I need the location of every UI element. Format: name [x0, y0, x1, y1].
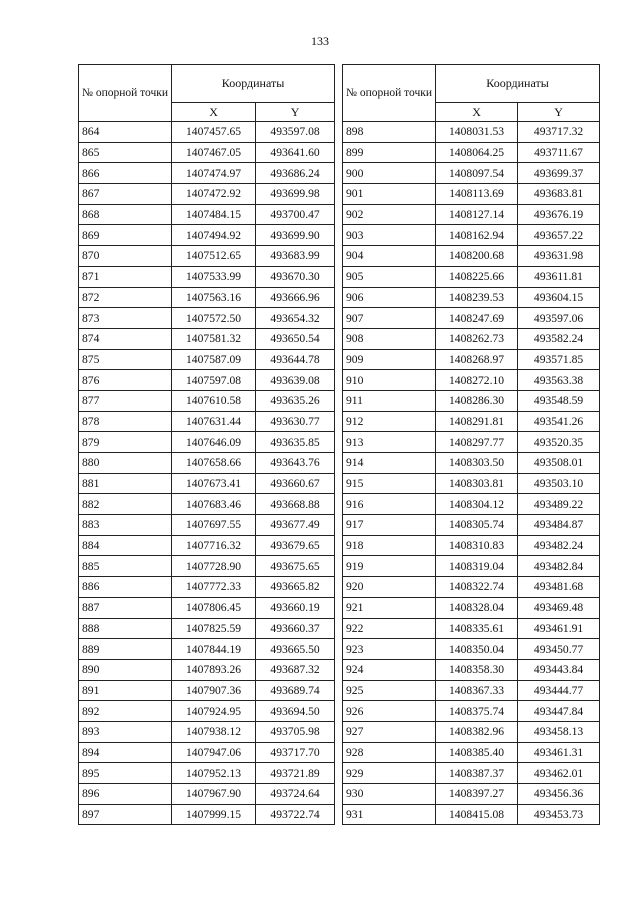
- table-row: [79, 163, 335, 184]
- coord-x-cell: 1408097.54: [436, 163, 518, 184]
- page-number: 133: [311, 34, 329, 48]
- table-row: [79, 142, 335, 163]
- header-y: Y: [518, 103, 600, 122]
- coord-x-cell: 1408286.30: [436, 390, 518, 411]
- table-row: [343, 308, 600, 329]
- coord-x-cell: 1408303.81: [436, 473, 518, 494]
- point-number-cell: 871: [79, 266, 172, 287]
- table-row: [79, 432, 335, 453]
- coord-y-cell: 493679.65: [256, 535, 335, 556]
- coord-y-cell: 493687.32: [256, 659, 335, 680]
- point-number-cell: 920: [343, 577, 436, 598]
- table-row: [79, 494, 335, 515]
- coord-x-cell: 1407597.08: [172, 370, 256, 391]
- table-row: [79, 597, 335, 618]
- coord-x-cell: 1407924.95: [172, 701, 256, 722]
- point-number-cell: 897: [79, 804, 172, 825]
- point-number-cell: 874: [79, 328, 172, 349]
- table-row: [79, 287, 335, 308]
- coord-x-cell: 1408291.81: [436, 411, 518, 432]
- point-number-cell: 882: [79, 494, 172, 515]
- coord-y-cell: 493722.74: [256, 804, 335, 825]
- point-number-cell: 881: [79, 473, 172, 494]
- point-number-cell: 911: [343, 390, 436, 411]
- table-row: [343, 411, 600, 432]
- point-number-cell: 866: [79, 163, 172, 184]
- coord-y-cell: 493631.98: [518, 246, 600, 267]
- coord-y-cell: 493677.49: [256, 515, 335, 536]
- coord-y-cell: 493508.01: [518, 453, 600, 474]
- point-number-cell: 902: [343, 204, 436, 225]
- point-number-cell: 931: [343, 804, 436, 825]
- coord-y-cell: 493721.89: [256, 763, 335, 784]
- coord-y-cell: 493458.13: [518, 721, 600, 742]
- coord-y-cell: 493489.22: [518, 494, 600, 515]
- coord-y-cell: 493724.64: [256, 784, 335, 805]
- table-row: [79, 680, 335, 701]
- table-row: [79, 784, 335, 805]
- coord-y-cell: 493711.67: [518, 142, 600, 163]
- point-number-cell: 888: [79, 618, 172, 639]
- table-row: [343, 287, 600, 308]
- point-number-cell: 885: [79, 556, 172, 577]
- coord-x-cell: 1408335.61: [436, 618, 518, 639]
- table-row: [79, 763, 335, 784]
- table-row: [343, 721, 600, 742]
- table-row: [79, 184, 335, 205]
- coord-y-cell: 493694.50: [256, 701, 335, 722]
- point-number-cell: 880: [79, 453, 172, 474]
- coord-x-cell: 1407999.15: [172, 804, 256, 825]
- coord-x-cell: 1408304.12: [436, 494, 518, 515]
- coord-x-cell: 1408303.50: [436, 453, 518, 474]
- coord-y-cell: 493670.30: [256, 266, 335, 287]
- coord-y-cell: 493643.76: [256, 453, 335, 474]
- point-number-cell: 889: [79, 639, 172, 660]
- table-row: [79, 266, 335, 287]
- table-row: [79, 721, 335, 742]
- table-row: [343, 639, 600, 660]
- table-row: [79, 473, 335, 494]
- header-x: X: [436, 103, 518, 122]
- coord-y-cell: 493641.60: [256, 142, 335, 163]
- coord-x-cell: 1408064.25: [436, 142, 518, 163]
- coord-x-cell: 1407952.13: [172, 763, 256, 784]
- coordinates-table-right: [342, 64, 600, 825]
- point-number-cell: 875: [79, 349, 172, 370]
- coord-y-cell: 493469.48: [518, 597, 600, 618]
- coord-x-cell: 1407716.32: [172, 535, 256, 556]
- coord-x-cell: 1408127.14: [436, 204, 518, 225]
- point-number-cell: 891: [79, 680, 172, 701]
- table-row: [79, 246, 335, 267]
- point-number-cell: 870: [79, 246, 172, 267]
- coord-x-cell: 1407472.92: [172, 184, 256, 205]
- coord-x-cell: 1407646.09: [172, 432, 256, 453]
- coord-y-cell: 493668.88: [256, 494, 335, 515]
- point-number-cell: 906: [343, 287, 436, 308]
- coord-x-cell: 1408305.74: [436, 515, 518, 536]
- table-row: [343, 370, 600, 391]
- point-number-cell: 894: [79, 742, 172, 763]
- coord-y-cell: 493481.68: [518, 577, 600, 598]
- point-number-cell: 884: [79, 535, 172, 556]
- coord-y-cell: 493666.96: [256, 287, 335, 308]
- coord-y-cell: 493582.24: [518, 328, 600, 349]
- table-row: [343, 266, 600, 287]
- point-number-cell: 901: [343, 184, 436, 205]
- coord-y-cell: 493604.15: [518, 287, 600, 308]
- coord-y-cell: 493456.36: [518, 784, 600, 805]
- header-point-number: № опорной точки: [79, 65, 172, 122]
- table-row: [343, 204, 600, 225]
- point-number-cell: 912: [343, 411, 436, 432]
- table-row: [79, 618, 335, 639]
- coord-x-cell: 1408031.53: [436, 122, 518, 143]
- table-row: [343, 659, 600, 680]
- table-row: [343, 432, 600, 453]
- coord-x-cell: 1407467.05: [172, 142, 256, 163]
- coord-x-cell: 1407457.65: [172, 122, 256, 143]
- coord-y-cell: 493686.24: [256, 163, 335, 184]
- point-number-cell: 878: [79, 411, 172, 432]
- point-number-cell: 927: [343, 721, 436, 742]
- coord-x-cell: 1408200.68: [436, 246, 518, 267]
- coord-x-cell: 1407631.44: [172, 411, 256, 432]
- table-row: [343, 453, 600, 474]
- coord-x-cell: 1408225.66: [436, 266, 518, 287]
- coord-y-cell: 493635.85: [256, 432, 335, 453]
- point-number-cell: 913: [343, 432, 436, 453]
- point-number-cell: 924: [343, 659, 436, 680]
- table-row: [343, 142, 600, 163]
- coord-x-cell: 1407907.36: [172, 680, 256, 701]
- coordinates-table-left: [78, 64, 335, 825]
- point-number-cell: 905: [343, 266, 436, 287]
- point-number-cell: 899: [343, 142, 436, 163]
- table-row: [79, 556, 335, 577]
- coord-y-cell: 493443.84: [518, 659, 600, 680]
- point-number-cell: 892: [79, 701, 172, 722]
- point-number-cell: 916: [343, 494, 436, 515]
- table-row: [343, 390, 600, 411]
- point-number-cell: 898: [343, 122, 436, 143]
- coord-y-cell: 493450.77: [518, 639, 600, 660]
- point-number-cell: 904: [343, 246, 436, 267]
- coord-x-cell: 1407658.66: [172, 453, 256, 474]
- coord-y-cell: 493676.19: [518, 204, 600, 225]
- point-number-cell: 893: [79, 721, 172, 742]
- point-number-cell: 864: [79, 122, 172, 143]
- coord-x-cell: 1408322.74: [436, 577, 518, 598]
- point-number-cell: 890: [79, 659, 172, 680]
- coord-x-cell: 1407533.99: [172, 266, 256, 287]
- coord-x-cell: 1407947.06: [172, 742, 256, 763]
- point-number-cell: 921: [343, 597, 436, 618]
- coord-y-cell: 493689.74: [256, 680, 335, 701]
- coord-x-cell: 1407893.26: [172, 659, 256, 680]
- coord-x-cell: 1407587.09: [172, 349, 256, 370]
- table-row: [343, 535, 600, 556]
- coord-y-cell: 493548.59: [518, 390, 600, 411]
- coord-y-cell: 493699.37: [518, 163, 600, 184]
- table-row: [343, 804, 600, 825]
- table-row: [79, 122, 335, 143]
- coord-x-cell: 1407581.32: [172, 328, 256, 349]
- table-row: [343, 184, 600, 205]
- coord-x-cell: 1407938.12: [172, 721, 256, 742]
- coord-y-cell: 493705.98: [256, 721, 335, 742]
- table-row: [79, 515, 335, 536]
- coord-y-cell: 493461.31: [518, 742, 600, 763]
- point-number-cell: 876: [79, 370, 172, 391]
- coord-x-cell: 1408268.97: [436, 349, 518, 370]
- point-number-cell: 923: [343, 639, 436, 660]
- point-number-cell: 919: [343, 556, 436, 577]
- point-number-cell: 868: [79, 204, 172, 225]
- table-row: [79, 804, 335, 825]
- point-number-cell: 869: [79, 225, 172, 246]
- table-row: [79, 577, 335, 598]
- point-number-cell: 883: [79, 515, 172, 536]
- coord-y-cell: 493700.47: [256, 204, 335, 225]
- coord-y-cell: 493675.65: [256, 556, 335, 577]
- coord-x-cell: 1407825.59: [172, 618, 256, 639]
- point-number-cell: 895: [79, 763, 172, 784]
- coord-y-cell: 493699.98: [256, 184, 335, 205]
- coord-x-cell: 1408350.04: [436, 639, 518, 660]
- table-row: [79, 370, 335, 391]
- coord-x-cell: 1408239.53: [436, 287, 518, 308]
- table-row: [79, 328, 335, 349]
- coord-x-cell: 1408319.04: [436, 556, 518, 577]
- coord-y-cell: 493630.77: [256, 411, 335, 432]
- point-number-cell: 877: [79, 390, 172, 411]
- coord-x-cell: 1408415.08: [436, 804, 518, 825]
- table-row: [343, 701, 600, 722]
- coord-y-cell: 493660.67: [256, 473, 335, 494]
- point-number-cell: 872: [79, 287, 172, 308]
- coord-x-cell: 1407967.90: [172, 784, 256, 805]
- table-row: [79, 225, 335, 246]
- coord-y-cell: 493520.35: [518, 432, 600, 453]
- table-row: [343, 597, 600, 618]
- point-number-cell: 910: [343, 370, 436, 391]
- coord-y-cell: 493717.32: [518, 122, 600, 143]
- header-y: Y: [256, 103, 335, 122]
- point-number-cell: 896: [79, 784, 172, 805]
- coord-y-cell: 493571.85: [518, 349, 600, 370]
- header-point-number: № опорной точки: [343, 65, 436, 122]
- coord-y-cell: 493462.01: [518, 763, 600, 784]
- coord-y-cell: 493541.26: [518, 411, 600, 432]
- coord-y-cell: 493650.54: [256, 328, 335, 349]
- coord-x-cell: 1408272.10: [436, 370, 518, 391]
- coord-x-cell: 1407673.41: [172, 473, 256, 494]
- coord-y-cell: 493482.84: [518, 556, 600, 577]
- coord-y-cell: 493444.77: [518, 680, 600, 701]
- coord-y-cell: 493639.08: [256, 370, 335, 391]
- coord-y-cell: 493484.87: [518, 515, 600, 536]
- point-number-cell: 929: [343, 763, 436, 784]
- table-row: [343, 122, 600, 143]
- point-number-cell: 887: [79, 597, 172, 618]
- coord-y-cell: 493482.24: [518, 535, 600, 556]
- coord-x-cell: 1408382.96: [436, 721, 518, 742]
- table-row: [343, 494, 600, 515]
- coord-y-cell: 493503.10: [518, 473, 600, 494]
- coord-y-cell: 493597.08: [256, 122, 335, 143]
- table-row: [79, 742, 335, 763]
- table-row: [343, 246, 600, 267]
- coord-y-cell: 493447.84: [518, 701, 600, 722]
- table-row: [79, 701, 335, 722]
- coord-x-cell: 1407512.65: [172, 246, 256, 267]
- coord-y-cell: 493597.06: [518, 308, 600, 329]
- point-number-cell: 925: [343, 680, 436, 701]
- coord-x-cell: 1407728.90: [172, 556, 256, 577]
- table-row: [343, 556, 600, 577]
- coord-x-cell: 1408328.04: [436, 597, 518, 618]
- coord-x-cell: 1407806.45: [172, 597, 256, 618]
- point-number-cell: 914: [343, 453, 436, 474]
- table-row: [343, 225, 600, 246]
- coord-x-cell: 1407697.55: [172, 515, 256, 536]
- coord-x-cell: 1407494.92: [172, 225, 256, 246]
- coord-y-cell: 493683.99: [256, 246, 335, 267]
- point-number-cell: 930: [343, 784, 436, 805]
- point-number-cell: 907: [343, 308, 436, 329]
- table-row: [79, 535, 335, 556]
- coord-x-cell: 1408375.74: [436, 701, 518, 722]
- point-number-cell: 915: [343, 473, 436, 494]
- header-x: X: [172, 103, 256, 122]
- point-number-cell: 908: [343, 328, 436, 349]
- coord-y-cell: 493665.82: [256, 577, 335, 598]
- point-number-cell: 900: [343, 163, 436, 184]
- coord-x-cell: 1408262.73: [436, 328, 518, 349]
- header-coordinates: Координаты: [436, 65, 600, 103]
- table-row: [343, 784, 600, 805]
- coord-x-cell: 1407474.97: [172, 163, 256, 184]
- coord-y-cell: 493660.37: [256, 618, 335, 639]
- coord-y-cell: 493717.70: [256, 742, 335, 763]
- coord-x-cell: 1408358.30: [436, 659, 518, 680]
- table-row: [343, 349, 600, 370]
- coord-y-cell: 493644.78: [256, 349, 335, 370]
- table-row: [343, 473, 600, 494]
- table-row: [343, 680, 600, 701]
- table-row: [79, 349, 335, 370]
- coord-x-cell: 1408387.37: [436, 763, 518, 784]
- table-row: [343, 763, 600, 784]
- coord-x-cell: 1407772.33: [172, 577, 256, 598]
- point-number-cell: 879: [79, 432, 172, 453]
- coord-y-cell: 493635.26: [256, 390, 335, 411]
- point-number-cell: 922: [343, 618, 436, 639]
- coord-x-cell: 1407484.15: [172, 204, 256, 225]
- coord-x-cell: 1407844.19: [172, 639, 256, 660]
- table-row: [343, 163, 600, 184]
- coord-y-cell: 493657.22: [518, 225, 600, 246]
- coord-x-cell: 1407563.16: [172, 287, 256, 308]
- coord-y-cell: 493461.91: [518, 618, 600, 639]
- coord-y-cell: 493660.19: [256, 597, 335, 618]
- coord-y-cell: 493654.32: [256, 308, 335, 329]
- coord-y-cell: 493611.81: [518, 266, 600, 287]
- point-number-cell: 917: [343, 515, 436, 536]
- coord-x-cell: 1408397.27: [436, 784, 518, 805]
- coord-y-cell: 493683.81: [518, 184, 600, 205]
- table-row: [343, 742, 600, 763]
- coord-x-cell: 1408310.83: [436, 535, 518, 556]
- point-number-cell: 928: [343, 742, 436, 763]
- point-number-cell: 865: [79, 142, 172, 163]
- coord-x-cell: 1407610.58: [172, 390, 256, 411]
- point-number-cell: 886: [79, 577, 172, 598]
- table-row: [343, 618, 600, 639]
- point-number-cell: 926: [343, 701, 436, 722]
- coord-y-cell: 493563.38: [518, 370, 600, 391]
- point-number-cell: 903: [343, 225, 436, 246]
- table-row: [79, 639, 335, 660]
- point-number-cell: 873: [79, 308, 172, 329]
- coord-x-cell: 1408247.69: [436, 308, 518, 329]
- coord-x-cell: 1408367.33: [436, 680, 518, 701]
- coord-y-cell: 493453.73: [518, 804, 600, 825]
- coord-x-cell: 1407572.50: [172, 308, 256, 329]
- point-number-cell: 918: [343, 535, 436, 556]
- point-number-cell: 909: [343, 349, 436, 370]
- coord-x-cell: 1408385.40: [436, 742, 518, 763]
- coord-x-cell: 1408113.69: [436, 184, 518, 205]
- table-row: [343, 328, 600, 349]
- coord-y-cell: 493665.50: [256, 639, 335, 660]
- table-row: [79, 411, 335, 432]
- coord-x-cell: 1408162.94: [436, 225, 518, 246]
- coord-x-cell: 1408297.77: [436, 432, 518, 453]
- table-row: [79, 453, 335, 474]
- coord-x-cell: 1407683.46: [172, 494, 256, 515]
- table-row: [79, 390, 335, 411]
- table-row: [79, 659, 335, 680]
- table-row: [79, 204, 335, 225]
- header-coordinates: Координаты: [172, 65, 335, 103]
- table-row: [343, 515, 600, 536]
- coord-y-cell: 493699.90: [256, 225, 335, 246]
- point-number-cell: 867: [79, 184, 172, 205]
- table-row: [79, 308, 335, 329]
- table-row: [343, 577, 600, 598]
